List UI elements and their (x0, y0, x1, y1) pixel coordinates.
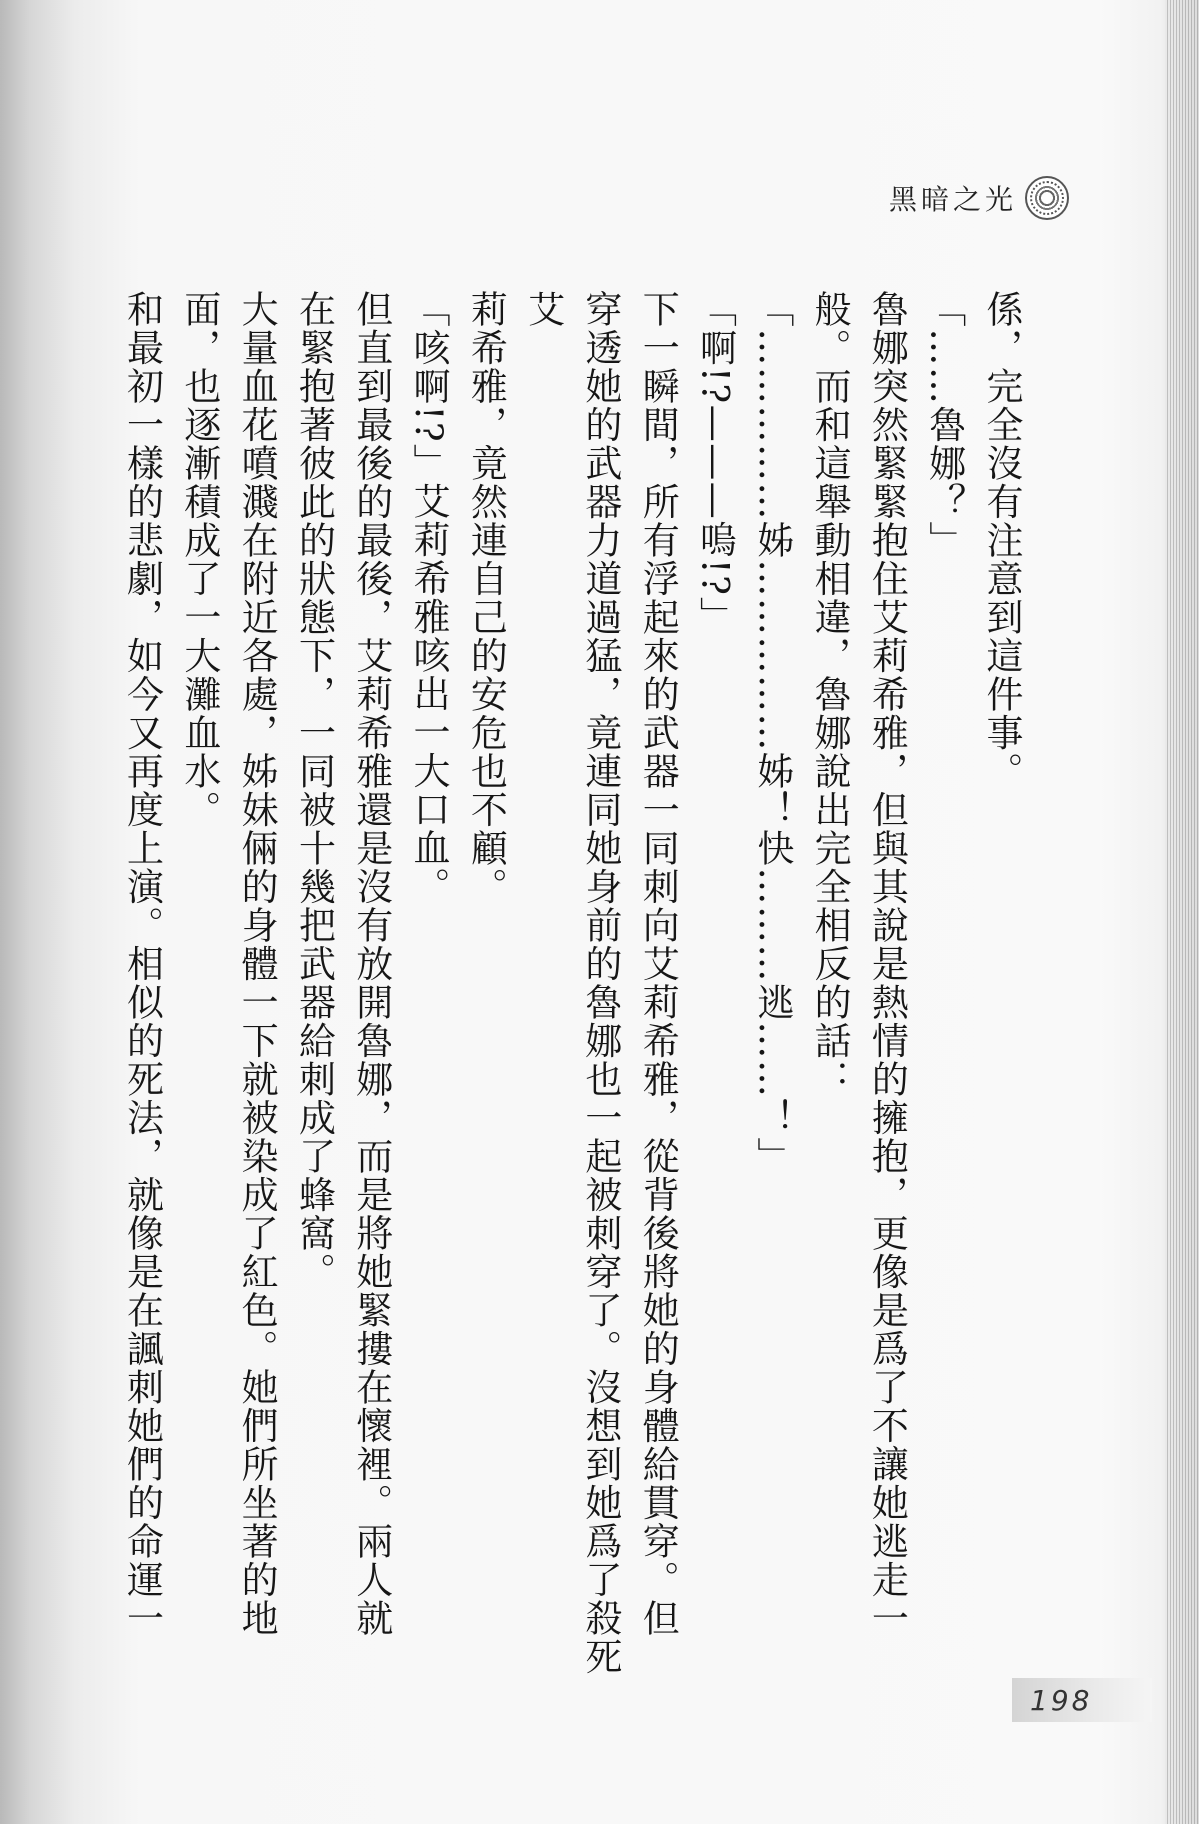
text-line: 在緊抱著彼此的狀態下，一同被十幾把武器給刺成了蜂窩。 (292, 290, 336, 1291)
text-line: 「啊!?———嗚!?」 (693, 290, 737, 635)
page-edge-stack (1165, 0, 1199, 1824)
text-line: 「咳啊!?」艾莉希雅咳出一大口血。 (407, 290, 451, 906)
text-line: 「……………姊……………姊！快………逃……！」 (750, 290, 794, 1176)
text-line: 大量血花噴濺在附近各處，姊妹倆的身體一下就被染成了紅色。她們所坐著的地 (235, 290, 279, 1638)
page-number: 198 (1012, 1678, 1152, 1722)
text-line: 莉希雅，竟然連自己的安危也不顧。 (464, 290, 508, 906)
text-line: 和最初一樣的悲劇，如今又再度上演。相似的死法，就像是在諷刺她們的命運一 (120, 290, 164, 1638)
text-line: 魯娜突然緊緊抱住艾莉希雅，但與其說是熱情的擁抱，更像是爲了不讓她逃走一 (865, 290, 909, 1638)
text-line: 但直到最後的最後，艾莉希雅還是沒有放開魯娜，而是將她緊摟在懷裡。兩人就 (349, 290, 393, 1638)
text-line: 般。而和這舉動相違，魯娜說出完全相反的話： (808, 290, 852, 1099)
text-line: 係，完全沒有注意到這件事。 (980, 290, 1023, 791)
flower-ornament-icon (1025, 176, 1069, 220)
text-line: 下一瞬間，所有浮起來的武器一同刺向艾莉希雅，從背後將她的身體給貫穿。但 (636, 290, 680, 1638)
vertical-text-block (120, 290, 1030, 1710)
text-line: 穿透她的武器力道過猛，竟連同她身前的魯娜也一起被刺穿了。沒想到她爲了殺死艾 (521, 290, 622, 1676)
book-title: 黑暗之光 (888, 183, 1017, 216)
text-line: 面，也逐漸積成了一大灘血水。 (177, 290, 221, 829)
text-line: 「……魯娜？」 (922, 290, 966, 560)
running-header (889, 176, 1069, 220)
